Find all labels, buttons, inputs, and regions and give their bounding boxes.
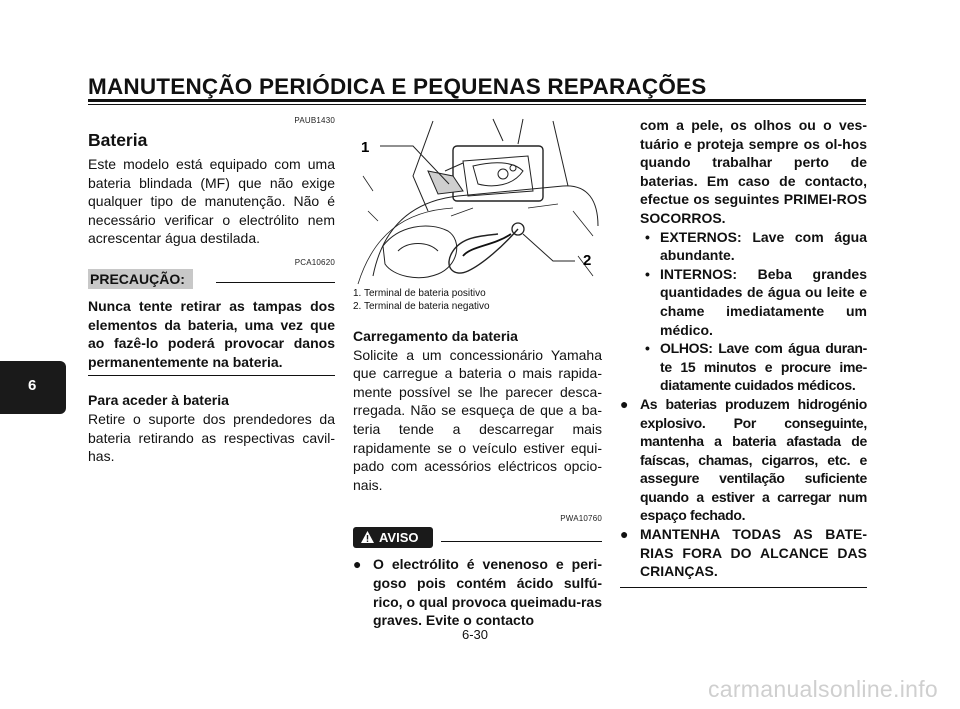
caution-label: PRECAUÇÃO: <box>88 269 193 289</box>
callout-1: 1 <box>361 139 370 156</box>
figure-captions <box>353 288 602 313</box>
warning-bullet <box>353 555 602 629</box>
chapter-number: 6 <box>28 377 37 394</box>
section-code: PAUB1430 <box>294 116 335 125</box>
header-rule-thin <box>88 104 866 105</box>
continuation-text: com a pele, os olhos ou o ves-tuário e proteja sempre os ol-hos quando trabalhar perto de baterias. Em caso de contacto, efectue os seguintes PRIMEI-ROS SOCORROS. <box>640 117 867 226</box>
sub-bullet-icon: • <box>645 265 650 282</box>
warning-bullet-text: O electrólito é venenoso e peri-goso pois contém ácido sulfú-rico, o qual provoca queimadu-ras graves. Evite o contacto <box>373 556 602 629</box>
sub-bullet-icon: • <box>645 228 650 245</box>
sub-bullet-icon: • <box>645 340 650 357</box>
middle-column <box>353 116 602 630</box>
caution-end-rule <box>88 375 335 376</box>
caution-rule <box>216 282 335 283</box>
bullet-icon: ● <box>620 395 629 412</box>
access-text: Retire o suporte dos prendedores da bateria retirando as respectivas cavil-has. <box>88 410 335 465</box>
header-rule <box>88 99 866 102</box>
callout-2: 2 <box>583 252 592 269</box>
first-aid-item <box>640 265 867 339</box>
first-aid-external: EXTERNOS: Lave com água abundante. <box>660 228 867 264</box>
warning-label: AVISO <box>379 530 419 546</box>
warning-code: PWA10760 <box>560 514 602 524</box>
access-heading: Para aceder à bateria <box>88 392 229 409</box>
warning-bullet <box>620 525 867 581</box>
warning-header <box>353 527 602 549</box>
chapter-tab[interactable] <box>0 361 66 414</box>
page-number: 6-30 <box>462 627 489 642</box>
warning-rule <box>441 541 602 542</box>
hydrogen-warning: As baterias produzem hidrogénio explosivo. Por conseguinte, mantenha a bateria afastada de faíscas, chamas, cigarros, etc. e assegure ventilação suficiente quando a estiver a carregar num espaço fechado. <box>640 395 867 524</box>
watermark[interactable]: carmanualsonline.info <box>707 676 938 702</box>
charging-text: Solicite a um concessionário Yamaha que carregue a bateria o mais rapida-mente possível se lhe parecer desca-rregada. Não se esqueça de que a ba-teria tende a descarregar mais rapidamente se o veículo estiver equi-pado com acessórios eléctricos opcio-nais. <box>353 346 602 493</box>
charging-heading: Carregamento da bateria <box>353 328 518 344</box>
warning-bullet <box>620 395 867 525</box>
first-aid-internal: INTERNOS: Beba grandes quantidades de água ou leite e chame imediatamente um médico. <box>660 265 867 338</box>
first-aid-item <box>640 228 867 265</box>
caption-positive: 1. Terminal de bateria positivo <box>353 288 486 299</box>
first-aid-eyes: OLHOS: Lave com água duran-te 15 minutos e procure ime-diatamente cuidados médicos. <box>660 340 867 394</box>
caution-code: PCA10620 <box>294 257 335 267</box>
caution-header <box>88 269 335 289</box>
warning-continuation <box>620 116 867 395</box>
warning-end-rule <box>620 587 867 588</box>
bullet-icon: ● <box>620 526 629 543</box>
intro-paragraph: Este modelo está equipado com uma bateria blindada (MF) que não exige qualquer tipo de manutenção. Não é necessário verificar o electrólito nem acrescentar água destilada. <box>88 156 335 247</box>
battery-illustration <box>353 116 602 286</box>
section-title: Bateria <box>88 130 148 150</box>
children-warning: MANTENHA TODAS AS BATE-RIAS FORA DO ALCANCE DAS CRIANÇAS. <box>640 526 867 580</box>
bullet-icon: ● <box>353 556 362 573</box>
right-column <box>620 116 867 588</box>
warning-badge <box>353 527 433 548</box>
caption-negative: 2. Terminal de bateria negativo <box>353 300 490 312</box>
caution-text: Nunca tente retirar as tampas dos elementos da bateria, uma vez que ao fazê-lo poderá provocar danos permanentemente na bateria. <box>88 297 335 370</box>
page-title: MANUTENÇÃO PERIÓDICA E PEQUENAS REPARAÇÕES <box>88 74 707 99</box>
left-column <box>88 116 335 466</box>
warning-triangle-icon <box>360 530 375 544</box>
first-aid-item <box>640 339 867 395</box>
battery-figure <box>353 116 602 286</box>
